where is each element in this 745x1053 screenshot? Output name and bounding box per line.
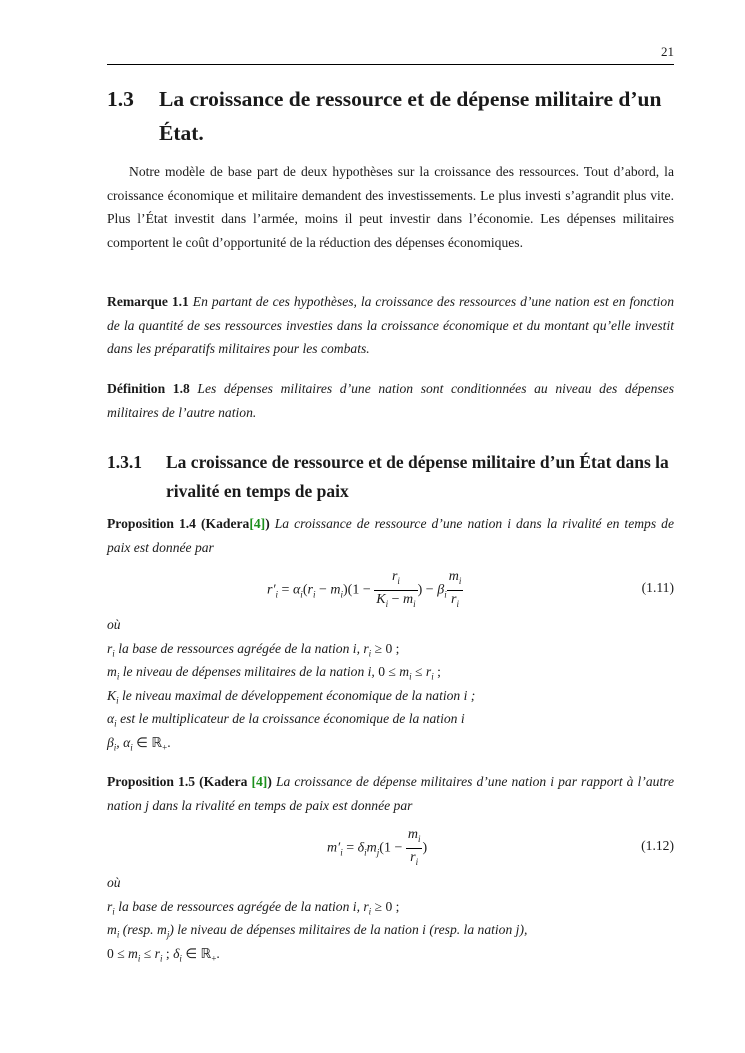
prop15-line-m: $m_i$ (resp. $m_j$) le niveau de dépenses militaires de la nation i (resp. la nation j), [107, 922, 528, 940]
subsection-number: 1.3.1 [107, 452, 142, 472]
page-number: 21 [661, 44, 674, 59]
section-title: La croissance de ressource et de dépense militaire d’un État. [159, 87, 662, 145]
definition-label: Définition 1.8 [107, 381, 190, 396]
remark-text: En partant de ces hypothèses, la croissance des ressources d’une nation est en fonction de la quantité de ses ressources investies dans la croissance économique et du montant qu’elle investit dans les préparatifs militaires pour les combats. [107, 294, 674, 356]
prop14-line-alpha: $\alpha_i$ est le multiplicateur de la croissance économique de la nation i [107, 711, 465, 729]
citation-link-4[interactable]: [4] [249, 516, 266, 531]
prop15-definitions [107, 871, 674, 965]
prop14-line-k: $K_i$ le niveau maximal de développement économique de la nation i ; [107, 687, 476, 706]
prop14-where: où [107, 617, 121, 632]
definition-text: Les dépenses militaires d’une nation sont conditionnées au niveau des dépenses militaires de l’autre nation. [107, 381, 674, 420]
prop15-line-r: $r_i$ la base de ressources agrégée de la nation i, $r_i \ge 0$ ; [107, 898, 400, 917]
subsection-title: La croissance de ressource et de dépense militaire d’un État dans la rivalité en temps de paix [166, 452, 669, 501]
intro-paragraph: Notre modèle de base part de deux hypothèses sur la croissance des ressources. Tout d’abord, la croissance économique et militaire demandent des investissements. Le plus investi s’agrandit plus vite. Plus l’État investit dans l’armée, moins il peut investir dans l’économie. Les dépenses militaires comportent le coût d’opportunité de la réduction des dépenses économiques. [107, 164, 674, 250]
header-rule [107, 64, 674, 65]
equation-1-11-number: (1.11) [641, 580, 674, 595]
prop15-line-bounds: $0 \le m_i \le r_i$ ; $\delta_i$ ∈ ℝ$_+$. [107, 945, 220, 964]
section-number: 1.3 [107, 87, 134, 111]
equation-1-12-number: (1.12) [641, 838, 674, 853]
citation-link-4b[interactable]: [4] [251, 774, 268, 789]
prop15-label: Proposition 1.5 (Kadera [4]) [107, 774, 272, 789]
equation-1-11-body: $r'_i = \alpha_i(r_i - m_i)(1$ − $\frac{r_i}{K_i - m_i}$ ) − $\beta_i$ $\frac{m_i}{r_i}$ [267, 569, 462, 609]
prop14-line-beta: $\beta_i$, $\alpha_i$ ∈ ℝ$_+$. [107, 734, 171, 753]
proposition-1-5 [107, 770, 674, 817]
prop14-definitions [107, 613, 674, 754]
prop15-text: La croissance de dépense militaires d’une nation i par rapport à l’autre nation j dans la rivalité en temps de paix est donnée par [107, 774, 675, 813]
subsection-heading [107, 448, 674, 506]
equation-1-11 [107, 568, 674, 608]
prop14-line-r: $r_i$ la base de ressources agrégée de la nation i, $r_i \ge 0$ ; [107, 640, 400, 659]
proposition-1-4 [107, 512, 674, 559]
prop15-where: où [107, 875, 121, 890]
equation-1-12-body: $m'_i = \delta_im_j(1$ − $\frac{m_i}{r_i}$ ) [327, 827, 428, 867]
prop14-text: La croissance de ressource d’une nation i dans la rivalité en temps de paix est donnée par [107, 516, 674, 555]
prop14-label: Proposition 1.4 (Kadera[4]) [107, 516, 270, 531]
remark-block [107, 290, 674, 361]
definition-block [107, 377, 674, 424]
section-heading [107, 82, 674, 150]
equation-1-12 [107, 826, 674, 866]
remark-label: Remarque 1.1 [107, 294, 189, 309]
prop14-line-m: $m_i$ le niveau de dépenses militaires de la nation i, $0 \le m_i \le r_i$ ; [107, 664, 441, 682]
